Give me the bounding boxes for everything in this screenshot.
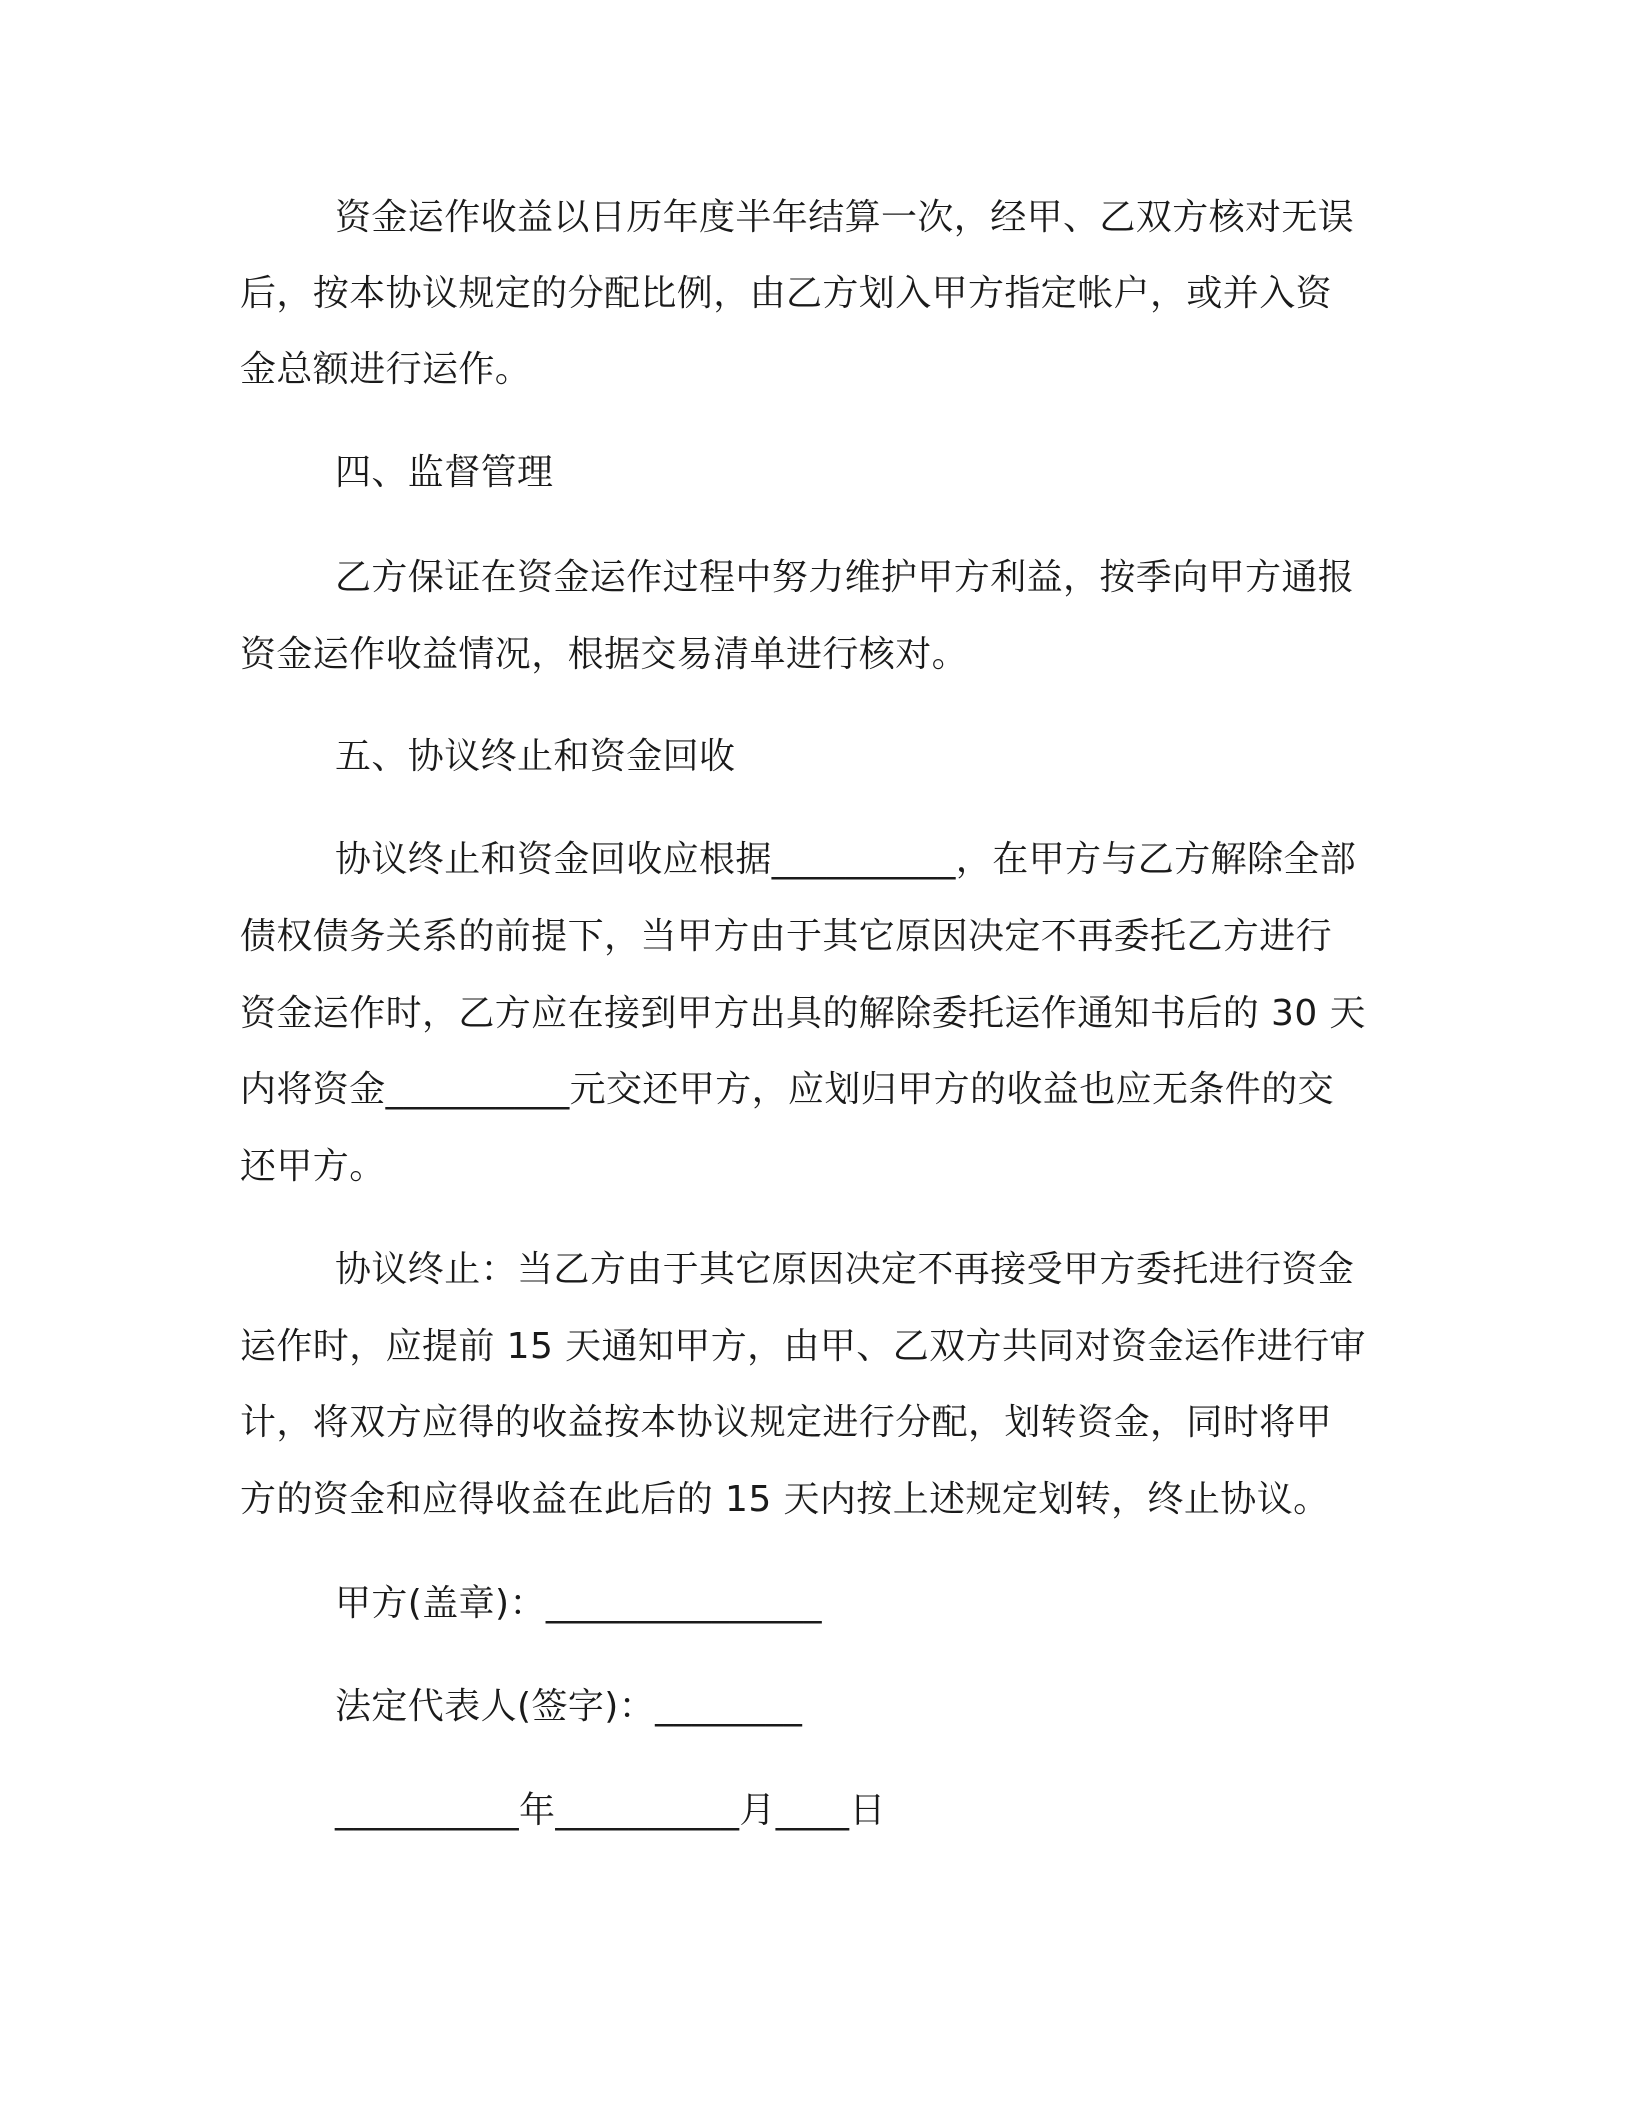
- paragraph-line: 协议终止：当乙方由于其它原因决定不再接受甲方委托进行资金: [335, 1249, 1355, 1290]
- paragraph-line: 还甲方。: [240, 1146, 386, 1187]
- paragraph-line: 债权债务关系的前提下，当甲方由于其它原因决定不再委托乙方进行: [240, 916, 1333, 957]
- paragraph-line: 资金运作收益情况，根据交易清单进行核对。: [240, 634, 969, 675]
- paragraph-line: 运作时，应提前 15 天通知甲方，由甲、乙双方共同对资金运作进行审: [240, 1326, 1366, 1367]
- paragraph-line: 资金运作时，乙方应在接到甲方出具的解除委托运作通知书后的 30 天: [240, 993, 1366, 1034]
- paragraph-line: 乙方保证在资金运作过程中努力维护甲方利益，按季向甲方通报: [335, 557, 1355, 598]
- paragraph-line: 资金运作收益以日历年度半年结算一次，经甲、乙双方核对无误: [335, 197, 1355, 238]
- paragraph-line: 后，按本协议规定的分配比例，由乙方划入甲方指定帐户，或并入资: [240, 273, 1333, 314]
- paragraph-line: 内将资金__________元交还甲方，应划归甲方的收益也应无条件的交: [240, 1069, 1335, 1110]
- paragraph-line: 金总额进行运作。: [240, 349, 532, 390]
- paragraph-line: 计，将双方应得的收益按本协议规定进行分配，划转资金，同时将甲: [240, 1402, 1333, 1443]
- date-line: __________年__________月____日: [335, 1790, 886, 1831]
- section-heading: 五、协议终止和资金回收: [335, 736, 736, 777]
- paragraph-line: 协议终止和资金回收应根据__________，在甲方与乙方解除全部: [335, 839, 1357, 880]
- section-heading: 四、监督管理: [335, 452, 554, 493]
- legal-representative-signature-line: 法定代表人(签字)：________: [335, 1686, 803, 1727]
- party-a-seal-line: 甲方(盖章)：_______________: [335, 1583, 822, 1624]
- paragraph-line: 方的资金和应得收益在此后的 15 天内按上述规定划转，终止协议。: [240, 1479, 1330, 1520]
